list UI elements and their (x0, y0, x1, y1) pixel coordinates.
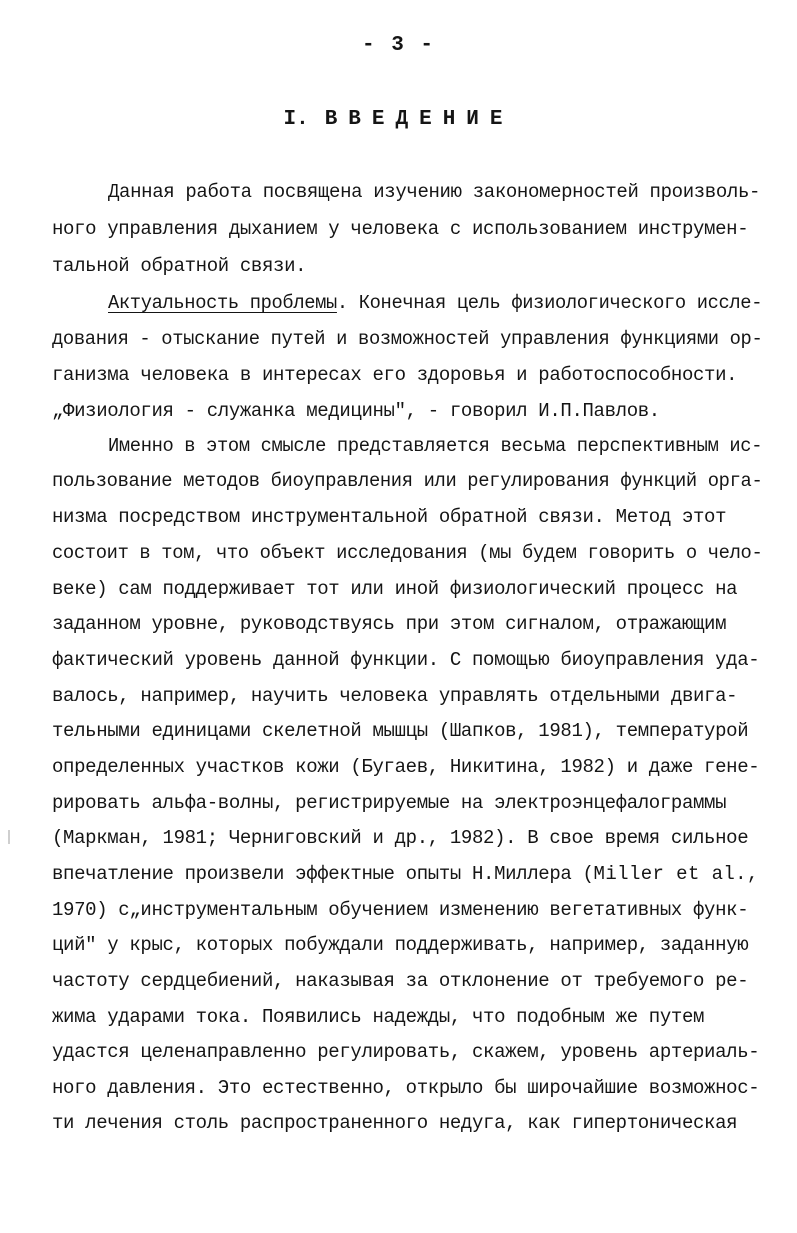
section-number: I. (283, 108, 309, 131)
text-line: жима ударами тока. Появились надежды, что подобным же путем (52, 1006, 705, 1028)
text-run: впечатление произвели эффектные опыты Н.Миллера ( (52, 863, 594, 885)
text-line: определенных участков кожи (Бугаев, Никитина, 1982) и даже гене- (52, 756, 760, 778)
text-line: заданном уровне, руководствуясь при этом сигналом, отражающим (52, 613, 727, 635)
citation-latin: Miller et al., (593, 863, 759, 885)
text-line: веке) сам поддерживает тот или иной физиологический процесс на (52, 578, 738, 600)
text-run: . Конечная цель физиологического иссле- (336, 292, 763, 314)
text-line: тальной обратной связи. (52, 255, 307, 277)
text-line: рировать альфа-волны, регистрируемые на электроэнцефалограммы (52, 792, 727, 814)
text-line: пользование методов биоуправления или регулирования функций орга- (52, 470, 763, 492)
underlined-lead: Актуальность проблемы (108, 292, 337, 314)
text-line: ти лечения столь распространенного недуга, как гипертоническая (52, 1112, 738, 1134)
text-line (52, 862, 759, 886)
text-line (108, 291, 762, 315)
scan-mark (8, 830, 10, 844)
text-line: дования - отыскание путей и возможностей управления функциями ор- (52, 328, 763, 350)
text-line: ного давления. Это естественно, открыло бы широчайшие возможнос- (52, 1077, 760, 1099)
text-line: фактический уровень данной функции. С помощью биоуправления уда- (52, 649, 760, 671)
text-line: частоту сердцебиений, наказывая за отклонение от требуемого ре- (52, 970, 749, 992)
text-line: низма посредством инструментальной обратной связи. Метод этот (52, 506, 727, 528)
section-heading (0, 108, 797, 131)
text-line: (Маркман, 1981; Черниговский и др., 1982). В свое время сильное (52, 827, 749, 849)
text-line: валось, например, научить человека управлять отдельными двига- (52, 685, 738, 707)
text-line: „Физиология - служанка медицины", - говорил И.П.Павлов. (52, 400, 660, 422)
text-line: ций" у крыс, которых побуждали поддерживать, например, заданную (52, 934, 749, 956)
text-line: ного управления дыханием у человека с использованием инструмен- (52, 218, 749, 240)
text-line: тельными единицами скелетной мышцы (Шапков, 1981), температурой (52, 720, 749, 742)
text-line: ганизма человека в интересах его здоровья и работоспособности. (52, 364, 738, 386)
text-line: 1970) с„инструментальным обучением изменению вегетативных функ- (52, 899, 749, 921)
text-line: состоит в том, что объект исследования (мы будем говорить о чело- (52, 542, 763, 564)
text-line: Данная работа посвящена изучению закономерностей произволь- (108, 181, 761, 203)
page-number: - 3 - (361, 34, 435, 57)
text-line: удастся целенаправленно регулировать, скажем, уровень артериаль- (52, 1041, 760, 1063)
text-line: Именно в этом смысле представляется весьма перспективным ис- (108, 435, 763, 457)
section-title: ВВЕДЕНИЕ (324, 108, 514, 131)
